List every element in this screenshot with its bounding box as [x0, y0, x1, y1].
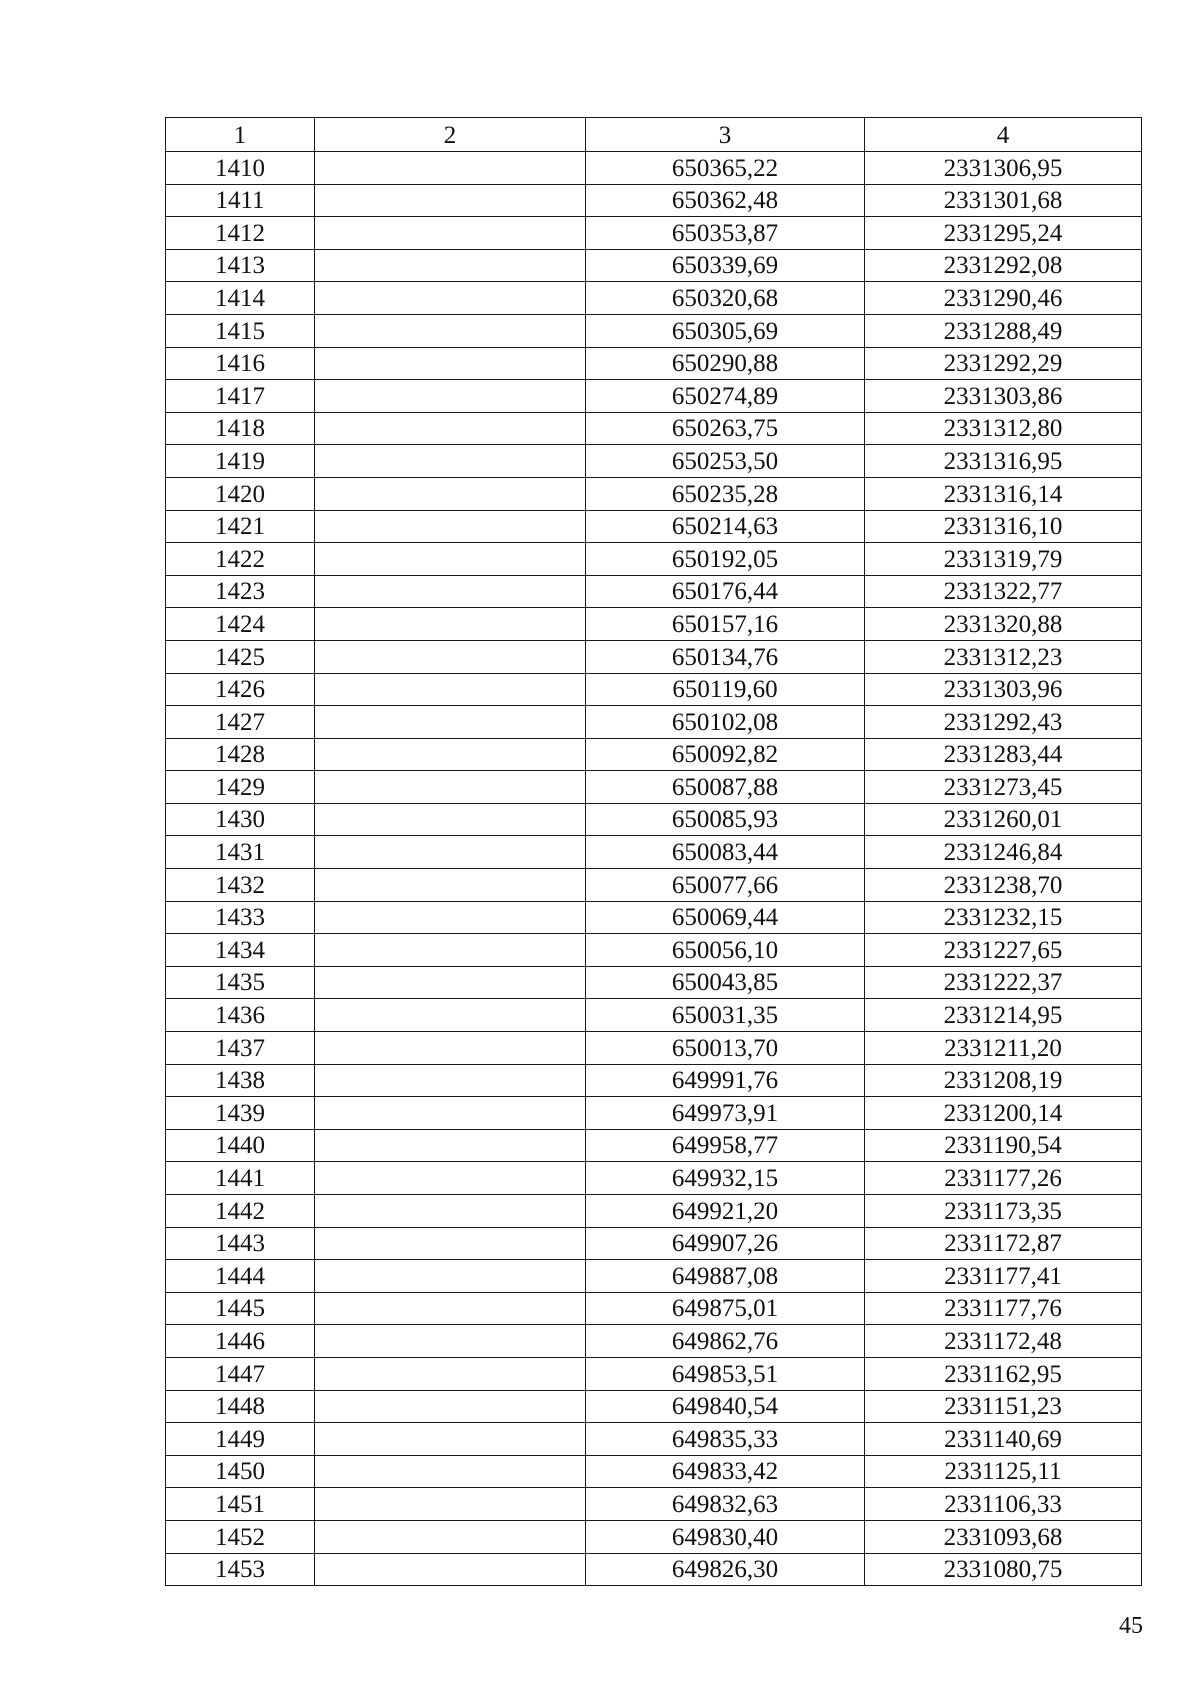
table-row — [166, 836, 1142, 869]
empty-cell — [315, 738, 586, 771]
point-number-cell: 1413 — [166, 249, 315, 282]
coordinates-table — [165, 117, 1142, 1586]
point-number-cell: 1423 — [166, 575, 315, 608]
table-body — [166, 152, 1142, 1586]
empty-cell — [315, 282, 586, 315]
x-coordinate-cell: 650214,63 — [586, 510, 865, 543]
table-row — [166, 380, 1142, 413]
empty-cell — [315, 1357, 586, 1390]
point-number-cell: 1432 — [166, 869, 315, 902]
table-row — [166, 1455, 1142, 1488]
point-number-cell: 1416 — [166, 347, 315, 380]
empty-cell — [315, 771, 586, 804]
point-number-cell: 1445 — [166, 1292, 315, 1325]
y-coordinate-cell: 2331312,80 — [865, 412, 1142, 445]
empty-cell — [315, 1553, 586, 1586]
point-number-cell: 1434 — [166, 934, 315, 967]
point-number-cell: 1415 — [166, 314, 315, 347]
y-coordinate-cell: 2331208,19 — [865, 1064, 1142, 1097]
y-coordinate-cell: 2331211,20 — [865, 1032, 1142, 1065]
y-coordinate-cell: 2331232,15 — [865, 901, 1142, 934]
empty-cell — [315, 1129, 586, 1162]
point-number-cell: 1427 — [166, 706, 315, 739]
table-row — [166, 706, 1142, 739]
empty-cell — [315, 1227, 586, 1260]
empty-cell — [315, 640, 586, 673]
x-coordinate-cell: 650056,10 — [586, 934, 865, 967]
empty-cell — [315, 184, 586, 217]
empty-cell — [315, 1423, 586, 1456]
table-row — [166, 1292, 1142, 1325]
empty-cell — [315, 934, 586, 967]
x-coordinate-cell: 649887,08 — [586, 1260, 865, 1293]
table-row — [166, 1553, 1142, 1586]
header-row — [166, 118, 1142, 152]
x-coordinate-cell: 650192,05 — [586, 543, 865, 576]
table-row — [166, 738, 1142, 771]
x-coordinate-cell: 650092,82 — [586, 738, 865, 771]
x-coordinate-cell: 650235,28 — [586, 477, 865, 510]
column-header-4: 4 — [865, 118, 1142, 152]
point-number-cell: 1437 — [166, 1032, 315, 1065]
table-row — [166, 510, 1142, 543]
table-row — [166, 640, 1142, 673]
y-coordinate-cell: 2331288,49 — [865, 314, 1142, 347]
empty-cell — [315, 575, 586, 608]
x-coordinate-cell: 649826,30 — [586, 1553, 865, 1586]
table-row — [166, 575, 1142, 608]
y-coordinate-cell: 2331177,76 — [865, 1292, 1142, 1325]
point-number-cell: 1422 — [166, 543, 315, 576]
x-coordinate-cell: 649973,91 — [586, 1097, 865, 1130]
x-coordinate-cell: 650353,87 — [586, 217, 865, 250]
x-coordinate-cell: 650013,70 — [586, 1032, 865, 1065]
y-coordinate-cell: 2331190,54 — [865, 1129, 1142, 1162]
y-coordinate-cell: 2331177,41 — [865, 1260, 1142, 1293]
x-coordinate-cell: 649991,76 — [586, 1064, 865, 1097]
empty-cell — [315, 1097, 586, 1130]
y-coordinate-cell: 2331292,08 — [865, 249, 1142, 282]
point-number-cell: 1453 — [166, 1553, 315, 1586]
y-coordinate-cell: 2331093,68 — [865, 1520, 1142, 1553]
point-number-cell: 1410 — [166, 152, 315, 185]
y-coordinate-cell: 2331316,95 — [865, 445, 1142, 478]
table-row — [166, 608, 1142, 641]
x-coordinate-cell: 650320,68 — [586, 282, 865, 315]
empty-cell — [315, 217, 586, 250]
table-row — [166, 1325, 1142, 1358]
table-row — [166, 673, 1142, 706]
empty-cell — [315, 1520, 586, 1553]
x-coordinate-cell: 650339,69 — [586, 249, 865, 282]
y-coordinate-cell: 2331292,43 — [865, 706, 1142, 739]
table-row — [166, 1097, 1142, 1130]
table-row — [166, 477, 1142, 510]
empty-cell — [315, 869, 586, 902]
y-coordinate-cell: 2331227,65 — [865, 934, 1142, 967]
point-number-cell: 1451 — [166, 1488, 315, 1521]
x-coordinate-cell: 649835,33 — [586, 1423, 865, 1456]
x-coordinate-cell: 649853,51 — [586, 1357, 865, 1390]
x-coordinate-cell: 650119,60 — [586, 673, 865, 706]
empty-cell — [315, 477, 586, 510]
point-number-cell: 1426 — [166, 673, 315, 706]
empty-cell — [315, 673, 586, 706]
point-number-cell: 1452 — [166, 1520, 315, 1553]
y-coordinate-cell: 2331316,10 — [865, 510, 1142, 543]
empty-cell — [315, 1325, 586, 1358]
empty-cell — [315, 966, 586, 999]
empty-cell — [315, 1260, 586, 1293]
point-number-cell: 1442 — [166, 1195, 315, 1228]
table-row — [166, 901, 1142, 934]
empty-cell — [315, 249, 586, 282]
empty-cell — [315, 803, 586, 836]
empty-cell — [315, 1064, 586, 1097]
point-number-cell: 1418 — [166, 412, 315, 445]
column-header-1: 1 — [166, 118, 315, 152]
x-coordinate-cell: 649833,42 — [586, 1455, 865, 1488]
x-coordinate-cell: 649958,77 — [586, 1129, 865, 1162]
point-number-cell: 1425 — [166, 640, 315, 673]
point-number-cell: 1449 — [166, 1423, 315, 1456]
y-coordinate-cell: 2331106,33 — [865, 1488, 1142, 1521]
point-number-cell: 1417 — [166, 380, 315, 413]
point-number-cell: 1428 — [166, 738, 315, 771]
y-coordinate-cell: 2331303,86 — [865, 380, 1142, 413]
y-coordinate-cell: 2331292,29 — [865, 347, 1142, 380]
x-coordinate-cell: 650087,88 — [586, 771, 865, 804]
point-number-cell: 1435 — [166, 966, 315, 999]
x-coordinate-cell: 650157,16 — [586, 608, 865, 641]
table-row — [166, 543, 1142, 576]
x-coordinate-cell: 650263,75 — [586, 412, 865, 445]
x-coordinate-cell: 649932,15 — [586, 1162, 865, 1195]
x-coordinate-cell: 650290,88 — [586, 347, 865, 380]
table-row — [166, 445, 1142, 478]
point-number-cell: 1431 — [166, 836, 315, 869]
x-coordinate-cell: 650134,76 — [586, 640, 865, 673]
y-coordinate-cell: 2331080,75 — [865, 1553, 1142, 1586]
point-number-cell: 1450 — [166, 1455, 315, 1488]
empty-cell — [315, 1195, 586, 1228]
y-coordinate-cell: 2331162,95 — [865, 1357, 1142, 1390]
table-row — [166, 1064, 1142, 1097]
y-coordinate-cell: 2331312,23 — [865, 640, 1142, 673]
point-number-cell: 1444 — [166, 1260, 315, 1293]
empty-cell — [315, 412, 586, 445]
point-number-cell: 1421 — [166, 510, 315, 543]
x-coordinate-cell: 650077,66 — [586, 869, 865, 902]
table-row — [166, 184, 1142, 217]
y-coordinate-cell: 2331295,24 — [865, 217, 1142, 250]
empty-cell — [315, 380, 586, 413]
column-header-2: 2 — [315, 118, 586, 152]
x-coordinate-cell: 649832,63 — [586, 1488, 865, 1521]
table-row — [166, 152, 1142, 185]
column-header-3: 3 — [586, 118, 865, 152]
point-number-cell: 1443 — [166, 1227, 315, 1260]
table-row — [166, 1032, 1142, 1065]
empty-cell — [315, 543, 586, 576]
point-number-cell: 1448 — [166, 1390, 315, 1423]
point-number-cell: 1429 — [166, 771, 315, 804]
empty-cell — [315, 1390, 586, 1423]
y-coordinate-cell: 2331151,23 — [865, 1390, 1142, 1423]
y-coordinate-cell: 2331246,84 — [865, 836, 1142, 869]
y-coordinate-cell: 2331222,37 — [865, 966, 1142, 999]
y-coordinate-cell: 2331320,88 — [865, 608, 1142, 641]
point-number-cell: 1439 — [166, 1097, 315, 1130]
x-coordinate-cell: 649921,20 — [586, 1195, 865, 1228]
x-coordinate-cell: 649830,40 — [586, 1520, 865, 1553]
y-coordinate-cell: 2331303,96 — [865, 673, 1142, 706]
table-row — [166, 249, 1142, 282]
empty-cell — [315, 608, 586, 641]
y-coordinate-cell: 2331172,87 — [865, 1227, 1142, 1260]
y-coordinate-cell: 2331273,45 — [865, 771, 1142, 804]
empty-cell — [315, 1162, 586, 1195]
point-number-cell: 1440 — [166, 1129, 315, 1162]
point-number-cell: 1419 — [166, 445, 315, 478]
empty-cell — [315, 445, 586, 478]
x-coordinate-cell: 649907,26 — [586, 1227, 865, 1260]
x-coordinate-cell: 650365,22 — [586, 152, 865, 185]
table-row — [166, 1488, 1142, 1521]
x-coordinate-cell: 650069,44 — [586, 901, 865, 934]
empty-cell — [315, 1292, 586, 1325]
y-coordinate-cell: 2331316,14 — [865, 477, 1142, 510]
empty-cell — [315, 1455, 586, 1488]
empty-cell — [315, 510, 586, 543]
y-coordinate-cell: 2331200,14 — [865, 1097, 1142, 1130]
point-number-cell: 1447 — [166, 1357, 315, 1390]
point-number-cell: 1424 — [166, 608, 315, 641]
x-coordinate-cell: 650102,08 — [586, 706, 865, 739]
y-coordinate-cell: 2331177,26 — [865, 1162, 1142, 1195]
point-number-cell: 1438 — [166, 1064, 315, 1097]
x-coordinate-cell: 650253,50 — [586, 445, 865, 478]
y-coordinate-cell: 2331140,69 — [865, 1423, 1142, 1456]
x-coordinate-cell: 650274,89 — [586, 380, 865, 413]
x-coordinate-cell: 650031,35 — [586, 999, 865, 1032]
table-row — [166, 869, 1142, 902]
y-coordinate-cell: 2331306,95 — [865, 152, 1142, 185]
x-coordinate-cell: 649875,01 — [586, 1292, 865, 1325]
table-row — [166, 1520, 1142, 1553]
x-coordinate-cell: 649862,76 — [586, 1325, 865, 1358]
point-number-cell: 1412 — [166, 217, 315, 250]
page-number: 45 — [1119, 1613, 1143, 1639]
table-row — [166, 934, 1142, 967]
point-number-cell: 1411 — [166, 184, 315, 217]
point-number-cell: 1446 — [166, 1325, 315, 1358]
y-coordinate-cell: 2331214,95 — [865, 999, 1142, 1032]
y-coordinate-cell: 2331173,35 — [865, 1195, 1142, 1228]
x-coordinate-cell: 650043,85 — [586, 966, 865, 999]
y-coordinate-cell: 2331322,77 — [865, 575, 1142, 608]
x-coordinate-cell: 650083,44 — [586, 836, 865, 869]
point-number-cell: 1436 — [166, 999, 315, 1032]
y-coordinate-cell: 2331283,44 — [865, 738, 1142, 771]
empty-cell — [315, 836, 586, 869]
table-row — [166, 999, 1142, 1032]
point-number-cell: 1420 — [166, 477, 315, 510]
x-coordinate-cell: 649840,54 — [586, 1390, 865, 1423]
table-row — [166, 1390, 1142, 1423]
empty-cell — [315, 152, 586, 185]
empty-cell — [315, 347, 586, 380]
table-row — [166, 966, 1142, 999]
empty-cell — [315, 1488, 586, 1521]
y-coordinate-cell: 2331172,48 — [865, 1325, 1142, 1358]
table-row — [166, 803, 1142, 836]
empty-cell — [315, 901, 586, 934]
table-row — [166, 1227, 1142, 1260]
empty-cell — [315, 1032, 586, 1065]
table-row — [166, 347, 1142, 380]
x-coordinate-cell: 650176,44 — [586, 575, 865, 608]
table-row — [166, 1162, 1142, 1195]
empty-cell — [315, 314, 586, 347]
empty-cell — [315, 999, 586, 1032]
x-coordinate-cell: 650362,48 — [586, 184, 865, 217]
table-row — [166, 1357, 1142, 1390]
table-row — [166, 412, 1142, 445]
table-row — [166, 1129, 1142, 1162]
x-coordinate-cell: 650085,93 — [586, 803, 865, 836]
table-row — [166, 1260, 1142, 1293]
x-coordinate-cell: 650305,69 — [586, 314, 865, 347]
y-coordinate-cell: 2331260,01 — [865, 803, 1142, 836]
table-row — [166, 217, 1142, 250]
y-coordinate-cell: 2331301,68 — [865, 184, 1142, 217]
point-number-cell: 1414 — [166, 282, 315, 315]
table-row — [166, 314, 1142, 347]
table-row — [166, 1423, 1142, 1456]
point-number-cell: 1441 — [166, 1162, 315, 1195]
table-row — [166, 1195, 1142, 1228]
table-row — [166, 771, 1142, 804]
point-number-cell: 1433 — [166, 901, 315, 934]
table-row — [166, 282, 1142, 315]
y-coordinate-cell: 2331319,79 — [865, 543, 1142, 576]
point-number-cell: 1430 — [166, 803, 315, 836]
y-coordinate-cell: 2331290,46 — [865, 282, 1142, 315]
y-coordinate-cell: 2331238,70 — [865, 869, 1142, 902]
y-coordinate-cell: 2331125,11 — [865, 1455, 1142, 1488]
empty-cell — [315, 706, 586, 739]
